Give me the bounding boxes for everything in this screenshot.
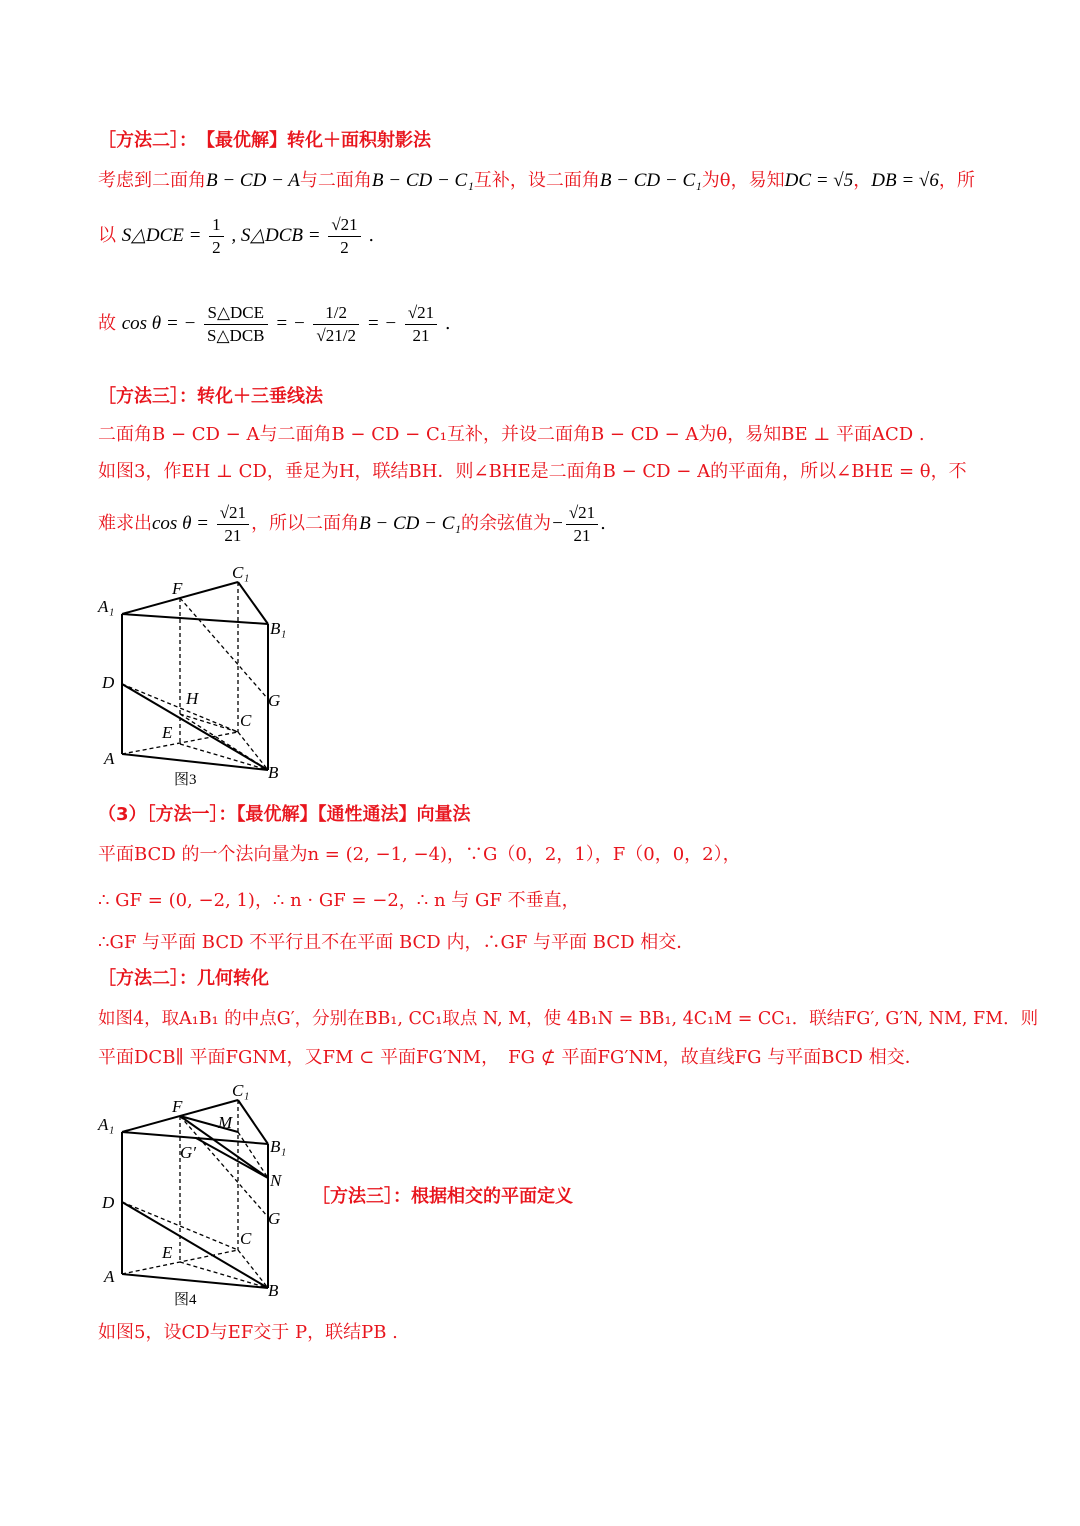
part3-method2-line1: 如图4，取A₁B₁ 的中点G′，分别在BB₁, CC₁取点 N, M，使 4B₁N = BB₁, 4C₁M = CC₁．联结FG′, G′N, NM, FM．则 — [98, 1009, 1039, 1029]
figure-4-prism — [96, 1080, 306, 1310]
vertex-label: A₁ — [98, 1115, 115, 1134]
part3-line2: ∴ GF = (0, −2, 1)，∴ n · GF = −2，∴ n 与 GF 不垂直， — [98, 890, 580, 911]
text: 的余弦值为 — [460, 513, 551, 534]
part3-method1-heading: （3）［方法一］：【最优解】【通性通法】向量法 — [98, 804, 471, 825]
vertex-label: N — [270, 1171, 282, 1190]
vertex-label: M — [218, 1113, 233, 1132]
vertex-label: B — [268, 763, 279, 782]
fraction — [209, 214, 224, 259]
denominator: √21/2 — [316, 325, 356, 345]
vertex-label: G′ — [180, 1143, 196, 1162]
denominator: S△DCB — [207, 325, 265, 345]
fraction — [566, 502, 598, 547]
denominator: 2 — [340, 237, 349, 257]
vertex-label: C — [240, 711, 252, 730]
math-expr: B − CD − C₁ — [371, 170, 474, 191]
text: ， — [853, 170, 872, 191]
text: . — [368, 225, 375, 246]
numerator: √21 — [566, 502, 598, 525]
text: 难求出 — [98, 513, 152, 534]
vertex-label: E — [162, 1243, 173, 1262]
vertex-label: C₁ — [232, 563, 250, 582]
part3-method2-heading: ［方法二］：几何转化 — [98, 968, 269, 989]
fraction — [313, 302, 359, 347]
fraction — [217, 502, 249, 547]
numerator: √21 — [405, 302, 437, 325]
method3-heading: ［方法三］：转化＋三垂线法 — [98, 386, 323, 407]
part3-line1: 平面BCD 的一个法向量为n = (2, −1, −4)，∵G（0，2，1），F（0，0，2）， — [98, 844, 741, 865]
method2-line1 — [98, 168, 975, 194]
text: 考虑到二面角 — [98, 170, 206, 191]
denominator: 21 — [224, 525, 242, 545]
figure-caption: 图4 — [174, 1292, 197, 1308]
math-expr: DB = √6 — [871, 170, 939, 191]
method2-line3 — [98, 276, 451, 372]
text: ，所以二面角 — [251, 513, 360, 534]
math-expr: B − CD − A — [206, 170, 300, 191]
vertex-label: A — [104, 1267, 115, 1286]
text: 与二面角 — [299, 170, 372, 191]
math-expr: = − — [366, 313, 398, 334]
text: 以 — [98, 225, 116, 246]
vertex-label: B — [268, 1281, 279, 1300]
math-expr: cos θ = — [152, 513, 209, 534]
denominator: 21 — [573, 525, 591, 545]
final-line: 如图5，设CD与EF交于 P，联结PB . — [98, 1322, 398, 1343]
part3-method2-line2: 平面DCB∥ 平面FGNM，又FM ⊂ 平面FG′NM， FG ⊄ 平面FG′NM，故直线FG 与平面BCD 相交． — [98, 1047, 923, 1068]
math-expr: cos θ = − — [121, 313, 197, 334]
math-expr: , S△DCB = — [231, 225, 321, 246]
method3-line1: 二面角B − CD − A与二面角B − CD − C₁互补，并设二面角B − CD − A为θ，易知BE ⊥ 平面ACD . — [98, 424, 925, 445]
part3-method3-heading: ［方法三］：根据相交的平面定义 — [312, 1186, 573, 1207]
part3-line3: ∴GF 与平面 BCD 不平行且不在平面 BCD 内，∴GF 与平面 BCD 相交． — [98, 932, 695, 953]
vertex-label: D — [102, 1193, 115, 1212]
text: 互补，设二面角 — [473, 170, 600, 191]
denominator: 2 — [212, 237, 221, 257]
fraction — [405, 302, 437, 347]
figure-caption: 图3 — [174, 772, 197, 788]
vertex-label: G — [268, 1209, 281, 1228]
numerator: S△DCE — [204, 302, 267, 325]
vertex-label: F — [172, 1097, 183, 1116]
vertex-label: H — [186, 689, 199, 708]
vertex-label: A — [104, 749, 115, 768]
vertex-label: B₁ — [270, 619, 287, 638]
vertex-label: D — [102, 673, 115, 692]
method3-line2: 如图3，作EH ⊥ CD，垂足为H，联结BH．则∠BHE是二面角B − CD − A的平面角，所以∠BHE = θ，不 — [98, 461, 967, 482]
text: 故 — [98, 313, 116, 334]
math-expr: − — [550, 513, 564, 534]
math-expr: B − CD − C₁ — [359, 513, 461, 534]
numerator: 1/2 — [313, 302, 359, 325]
fraction — [328, 214, 360, 259]
method2-heading: ［方法二］： 【最优解】转化＋面积射影法 — [98, 130, 431, 151]
text: . — [444, 313, 451, 334]
vertex-label: F — [172, 579, 183, 598]
math-expr: B − CD − C₁ — [599, 170, 702, 191]
fraction — [204, 302, 267, 347]
denominator: 21 — [412, 325, 430, 345]
numerator: √21 — [217, 502, 249, 525]
vertex-label: B₁ — [270, 1137, 287, 1156]
method3-line3 — [98, 496, 606, 552]
math-expr: S△DCE = — [121, 225, 202, 246]
math-expr: DC = √5 — [784, 170, 854, 191]
text: 为θ，易知 — [701, 170, 785, 191]
math-expr: = − — [275, 313, 306, 334]
figure-3-prism — [96, 562, 306, 792]
vertex-label: C — [240, 1229, 252, 1248]
numerator: √21 — [328, 214, 360, 237]
vertex-label: A₁ — [98, 597, 115, 616]
method2-line2 — [98, 210, 374, 262]
vertex-label: G — [268, 691, 281, 710]
vertex-label: E — [162, 723, 173, 742]
vertex-label: C₁ — [232, 1081, 250, 1100]
numerator: 1 — [209, 214, 224, 237]
text: . — [600, 513, 606, 534]
text: ，所 — [938, 170, 975, 191]
